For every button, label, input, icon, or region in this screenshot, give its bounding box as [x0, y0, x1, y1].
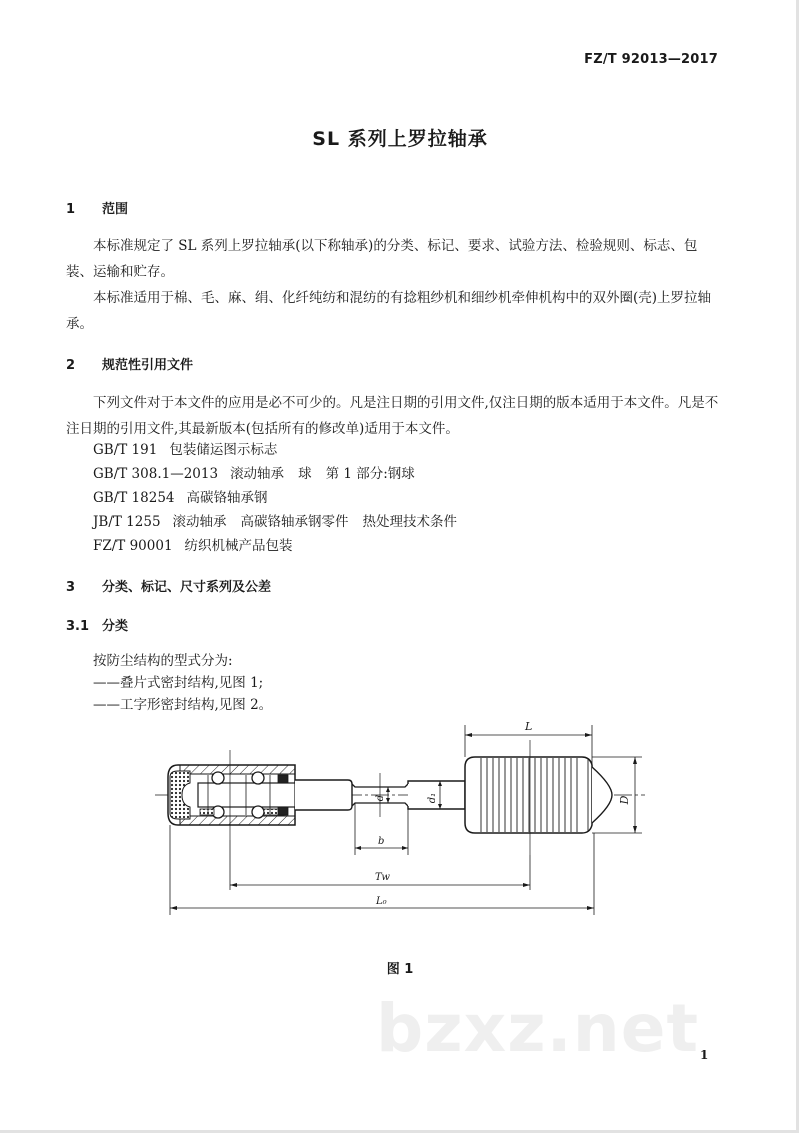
section-1-paragraph-2: 本标准适用于棉、毛、麻、绢、化纤纯纺和混纺的有捻粗纱机和细纱机牵伸机构中的双外圈(壳)上罗拉轴承。 [66, 290, 712, 332]
reference-code: JB/T 1255 [93, 514, 161, 530]
reference-item [93, 438, 471, 462]
standard-code: FZ/T 92013—2017 [584, 52, 718, 67]
bearing-technical-drawing [150, 715, 650, 935]
reference-item [93, 534, 471, 558]
dim-label-Tw: Tw [375, 872, 390, 883]
reference-title-part: 第 1 部分:钢球 [325, 466, 415, 482]
watermark: bzxz.net [376, 990, 700, 1067]
reference-item [93, 462, 471, 486]
section-1-paragraph-1: 本标准规定了 SL 系列上罗拉轴承(以下称轴承)的分类、标记、要求、试验方法、检验规则、标志、包装、运输和贮存。 [66, 238, 698, 280]
figure-caption: 图 1 [386, 962, 414, 977]
section-number: 3 [66, 580, 76, 595]
dim-label-d: d [375, 794, 386, 802]
classification-item: ——叠片式密封结构,见图 1; [93, 675, 264, 691]
reference-title-part: 滚动轴承 [230, 466, 285, 482]
section-3-1-heading [66, 615, 128, 634]
section-number: 3.1 [66, 619, 90, 634]
reference-title-part: 球 [298, 466, 312, 482]
dim-label-d1: d₁ [427, 792, 438, 804]
reference-code: FZ/T 90001 [93, 538, 173, 554]
reference-item [93, 486, 471, 510]
section-title: 范围 [102, 202, 129, 217]
dim-label-b: b [378, 836, 385, 847]
section-1-heading [66, 198, 128, 217]
section-title: 分类 [102, 619, 129, 634]
figure-1-drawing [150, 715, 650, 935]
classification-item: ——工字形密封结构,见图 2。 [93, 697, 273, 713]
section-3-heading [66, 576, 271, 595]
section-2-heading [66, 354, 193, 373]
reference-title: 高碳铬轴承钢 [186, 490, 268, 506]
classification-intro: 按防尘结构的型式分为: [93, 653, 233, 669]
reference-code: GB/T 308.1—2013 [93, 466, 219, 482]
section-number: 2 [66, 358, 76, 373]
reference-title: 纺织机械产品包装 [184, 538, 293, 554]
reference-title: 包装储运图示标志 [169, 442, 278, 458]
reference-code: GB/T 18254 [93, 490, 175, 506]
normative-references-list [93, 438, 471, 558]
reference-code: GB/T 191 [93, 442, 158, 458]
section-number: 1 [66, 202, 76, 217]
section-2-paragraph: 下列文件对于本文件的应用是必不可少的。凡是注日期的引用文件,仅注日期的版本适用于本文件。凡是不注日期的引用文件,其最新版本(包括所有的修改单)适用于本文件。 [66, 395, 719, 437]
reference-item [93, 510, 471, 534]
dim-label-D: D [618, 795, 631, 805]
reference-title-part: 热处理技术条件 [362, 514, 458, 530]
classification-list [93, 650, 272, 716]
section-title: 分类、标记、尺寸系列及公差 [102, 580, 272, 595]
document-title: SL 系列上罗拉轴承 [312, 128, 488, 150]
reference-title-part: 滚动轴承 [172, 514, 227, 530]
dim-label-L: L [525, 720, 533, 733]
reference-title-part: 高碳铬轴承钢零件 [240, 514, 349, 530]
page-number: 1 [700, 1048, 709, 1062]
section-title: 规范性引用文件 [102, 358, 194, 373]
dim-label-L0: L₀ [376, 896, 387, 907]
